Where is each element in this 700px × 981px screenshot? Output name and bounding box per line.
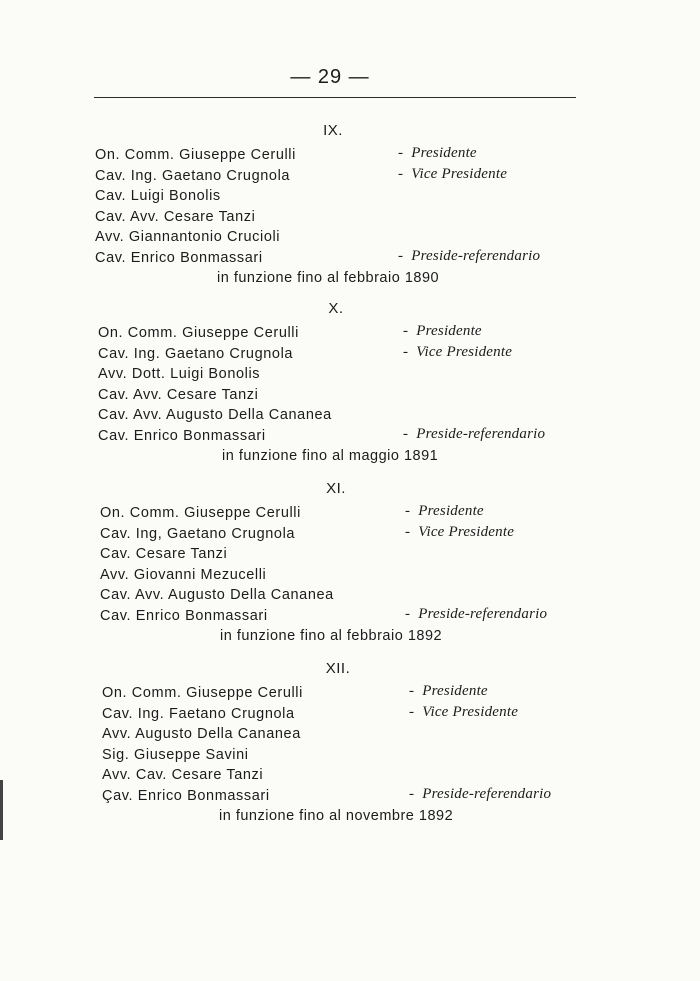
member-name: Cav. Enrico Bonmassari [100, 607, 268, 624]
header-rule [94, 97, 576, 98]
member-name: Cav. Avv. Augusto Della Cananea [98, 407, 332, 423]
member-role [405, 606, 547, 623]
role-dash: - [405, 503, 411, 519]
member-name: On. Comm. Giuseppe Cerulli [100, 505, 301, 521]
member-name: Cav. Enrico Bonmassari [95, 249, 263, 266]
role-dash: - [405, 523, 411, 540]
role-text: Presidente [422, 683, 488, 699]
role-text: Preside-referendario [411, 247, 541, 264]
left-edge-mark [0, 780, 3, 840]
member-row [98, 425, 618, 449]
member-name: Avv. Giannantonio Crucioli [95, 229, 281, 245]
role-text: Vice Presidente [422, 703, 519, 720]
member-name: Cav. Ing. Faetano Crugnola [102, 705, 295, 722]
role-text: Preside-referendario [422, 785, 552, 802]
page-number: — 29 — [290, 66, 370, 88]
member-name: On. Comm. Giuseppe Cerulli [98, 325, 299, 341]
member-role [403, 426, 545, 443]
member-row [102, 747, 622, 768]
member-row [95, 147, 615, 168]
member-name: Avv. Dott. Luigi Bonolis [98, 366, 261, 382]
member-row [100, 567, 620, 588]
member-row [98, 343, 618, 367]
member-row [100, 505, 620, 526]
role-text: Presidente [416, 323, 482, 339]
member-name: Sig. Giuseppe Savini [102, 746, 249, 763]
role-dash: - [398, 145, 404, 161]
role-text: Presidente [411, 145, 477, 161]
member-name: Cav. Avv. Augusto Della Cananea [100, 587, 334, 603]
role-dash: - [409, 785, 415, 802]
member-name: Avv. Giovanni Mezucelli [100, 566, 267, 583]
member-name: Cav. Avv. Cesare Tanzi [95, 208, 256, 225]
member-role [409, 683, 488, 700]
member-row [100, 605, 620, 629]
role-dash: - [403, 343, 409, 360]
member-name: On. Comm. Giuseppe Cerulli [102, 685, 303, 701]
role-dash: - [403, 425, 409, 442]
member-row [102, 726, 622, 747]
member-row [100, 587, 620, 608]
role-dash: - [409, 703, 415, 720]
member-name: Cav. Luigi Bonolis [95, 188, 221, 204]
member-row [95, 165, 615, 189]
member-row [102, 785, 622, 809]
member-name: Cav. Ing, Gaetano Crugnola [100, 525, 296, 542]
member-row [98, 325, 618, 346]
member-row [102, 703, 622, 727]
role-dash: - [409, 683, 415, 699]
role-text: Preside-referendario [416, 425, 546, 442]
role-dash: - [398, 247, 404, 264]
member-role [405, 524, 514, 541]
member-name: Cav. Avv. Cesare Tanzi [98, 386, 259, 403]
section-numeral: XI. [326, 480, 346, 497]
role-dash: - [398, 165, 404, 182]
section-numeral: X. [328, 300, 344, 317]
member-role [398, 248, 540, 265]
role-text: Vice Presidente [416, 343, 513, 360]
role-text: Presidente [418, 503, 484, 519]
role-dash: - [403, 323, 409, 339]
role-text: Vice Presidente [418, 523, 515, 540]
role-text: Preside-referendario [418, 605, 548, 622]
member-name: Cav. Ing. Gaetano Crugnola [98, 345, 294, 362]
member-role [398, 166, 507, 183]
member-row [95, 188, 615, 209]
member-row [98, 366, 618, 387]
member-row [95, 229, 615, 250]
member-row [95, 209, 615, 230]
section-numeral: IX. [323, 122, 343, 139]
member-name: Cav. Enrico Bonmassari [98, 427, 266, 444]
member-row [100, 523, 620, 547]
member-name: Avv. Augusto Della Cananea [102, 726, 301, 742]
role-dash: - [405, 605, 411, 622]
member-role [405, 503, 484, 520]
member-role [403, 344, 512, 361]
term-line: in funzione fino al novembre 1892 [219, 808, 454, 824]
member-name: Avv. Cav. Cesare Tanzi [102, 767, 264, 783]
term-line: in funzione fino al maggio 1891 [222, 448, 439, 464]
member-name: Cav. Cesare Tanzi [100, 546, 228, 562]
member-role [398, 145, 477, 162]
member-name: On. Comm. Giuseppe Cerulli [95, 147, 296, 163]
term-line: in funzione fino al febbraio 1892 [220, 628, 443, 644]
member-role [409, 786, 551, 803]
member-row [95, 247, 615, 271]
role-text: Vice Presidente [411, 165, 508, 182]
section-numeral: XII. [325, 660, 351, 677]
member-role [409, 704, 518, 721]
member-row [98, 407, 618, 428]
member-role [403, 323, 482, 340]
member-row [102, 767, 622, 788]
term-line: in funzione fino al febbraio 1890 [217, 270, 440, 286]
member-row [100, 546, 620, 567]
member-row [102, 685, 622, 706]
member-name: Cav. Ing. Gaetano Crugnola [95, 167, 291, 184]
member-name: Çav. Enrico Bonmassari [102, 787, 270, 804]
member-row [98, 387, 618, 408]
